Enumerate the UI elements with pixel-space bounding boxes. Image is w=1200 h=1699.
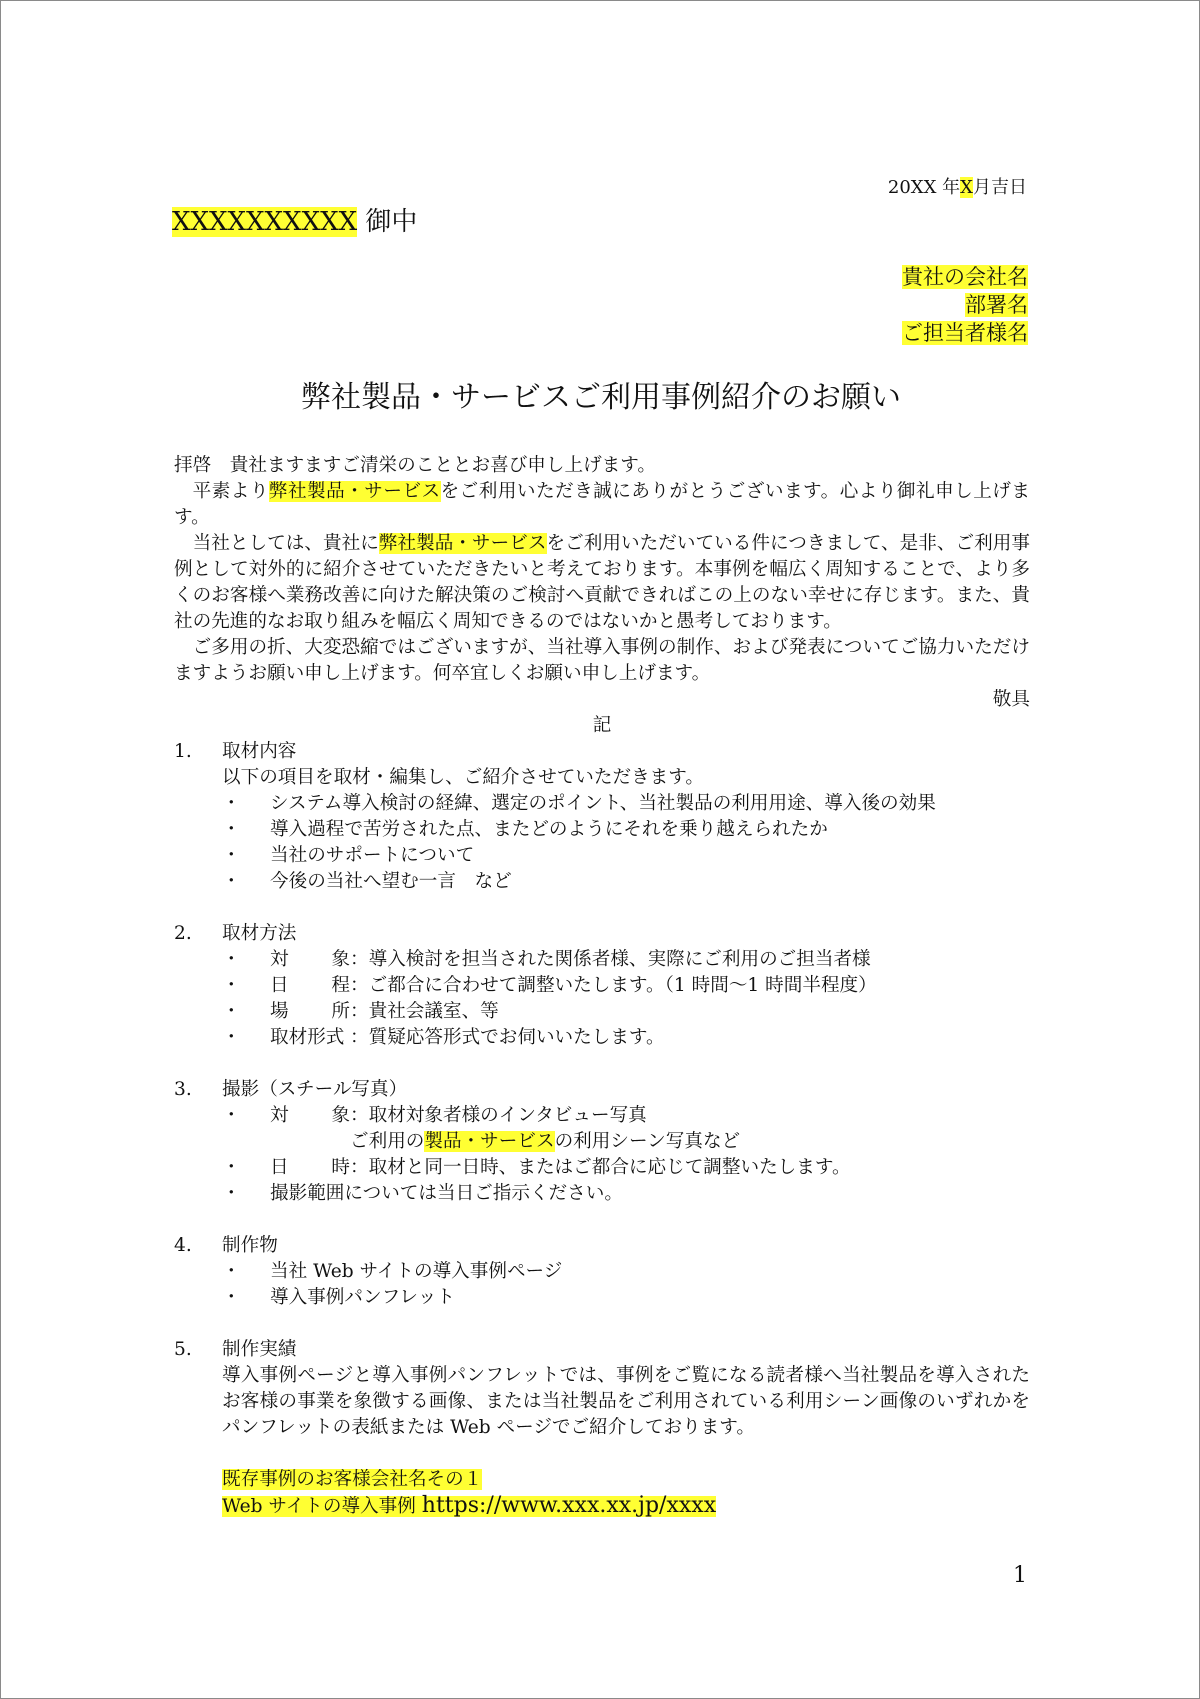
sender-company: 貴社の会社名 — [902, 265, 1028, 289]
greeting: 拝啓 貴社ますますご清栄のこととお喜び申し上げます。 — [174, 455, 656, 476]
page-number: 1 — [1013, 1563, 1027, 1588]
date-line — [888, 173, 1027, 199]
list-item: ・ 当社のサポートについて — [222, 845, 475, 866]
section-number: 2. — [174, 923, 192, 944]
addressee-honorific: 御中 — [365, 207, 418, 237]
section-4 — [174, 1233, 1030, 1311]
list-item: ・ 撮影範囲については当日ご指示ください。 — [222, 1183, 623, 1204]
paragraph-3: ご多用の折、大変恐縮ではございますが、当社導入事例の制作、および発表についてご協力いただけますようお願い申し上げます。何卒宜しくお願い申し上げます。 — [174, 637, 1030, 684]
section-text: 導入事例ページと導入事例パンフレットでは、事例をご覧になる読者様へ当社製品を導入されたお客様の事業を象徴する画像、または当社製品をご利用されている利用シーン画像のいずれかをパンフレットの表紙または Web ページでご紹介しております。 — [222, 1365, 1030, 1438]
reference-block — [174, 1467, 1030, 1520]
section-number: 3. — [174, 1079, 192, 1100]
section-number: 5. — [174, 1339, 192, 1360]
ki-heading: 記 — [592, 715, 612, 736]
sender-block — [902, 263, 1028, 347]
reference-company: 既存事例のお客様会社名その１ — [222, 1469, 483, 1490]
list-item: ・ 今後の当社へ望む一言 など — [222, 871, 512, 892]
date-prefix: 20XX 年 — [887, 177, 961, 198]
list-item-continuation: ご利用の製品・サービスの利用シーン写真など — [350, 1131, 741, 1152]
reference-label: Web サイトの導入事例 — [222, 1496, 416, 1517]
paragraph-1: 平素より弊社製品・サービスをご利用いただき誠にありがとうございます。心より御礼申し上げます。 — [174, 481, 1030, 528]
section-3 — [174, 1077, 1030, 1207]
document-title: 弊社製品・サービスご利用事例紹介のお願い — [301, 380, 901, 415]
section-number: 4. — [174, 1235, 192, 1256]
list-item: ・ 場 所 ：貴社会議室、等 — [222, 1001, 499, 1022]
addressee — [172, 201, 417, 238]
section-title: 撮影（スチール写真） — [222, 1079, 408, 1100]
list-item: ・ 導入過程で苦労された点、またどのようにそれを乗り越えられたか — [222, 819, 828, 840]
section-title: 制作実績 — [222, 1339, 297, 1360]
date-suffix: 月吉日 — [973, 177, 1027, 198]
list-item: ・ 日 程 ：ご都合に合わせて調整いたします。（1 時間～1 時間半程度） — [222, 975, 877, 996]
paragraph-2: 当社としては、貴社に弊社製品・サービスをご利用いただいている件につきまして、是非、ご利用事例として対外的に紹介させていただきたいと考えております。本事例を幅広く周知することで、より多くのお客様へ業務改善に向けた解決策のご検討へ貢献できればこの上のない幸せに存じます。また、貴社の先進的なお取り組みを幅広く周知できるのではないかと愚考しております。 — [174, 533, 1030, 632]
product-highlight: 製品・サービス — [424, 1131, 555, 1152]
reference-url[interactable]: https://www.xxx.xx.jp/xxxx — [421, 1493, 717, 1518]
addressee-name: XXXXXXXXXX — [172, 207, 358, 237]
sender-person: ご担当者様名 — [902, 321, 1028, 345]
list-item: ・ 取材形式 ：質疑応答形式でお伺いいたします。 — [222, 1027, 665, 1048]
section-intro: 以下の項目を取材・編集し、ご紹介させていただきます。 — [222, 767, 704, 788]
product-highlight: 弊社製品・サービス — [378, 533, 547, 554]
sender-department: 部署名 — [965, 293, 1028, 317]
list-item: ・ システム導入検討の経緯、選定のポイント、当社製品の利用用途、導入後の効果 — [222, 793, 936, 814]
section-title: 取材方法 — [222, 923, 297, 944]
section-title: 制作物 — [222, 1235, 278, 1256]
list-item: ・ 対 象 ：導入検討を担当された関係者様、実際にご利用のご担当者様 — [222, 949, 871, 970]
product-highlight: 弊社製品・サービス — [268, 481, 441, 502]
section-1 — [174, 739, 1030, 895]
list-item: ・ 対 象 ：取材対象者様のインタビュー写真 — [222, 1105, 647, 1126]
list-item: ・ 導入事例パンフレット — [222, 1287, 456, 1308]
section-5 — [174, 1337, 1030, 1441]
list-item: ・ 日 時 ：取材と同一日時、またはご都合に応じて調整いたします。 — [222, 1157, 851, 1178]
closing: 敬具 — [992, 689, 1030, 710]
date-month: X — [960, 177, 973, 198]
section-2 — [174, 921, 1030, 1051]
section-number: 1. — [174, 741, 192, 762]
section-title: 取材内容 — [222, 741, 297, 762]
list-item: ・ 当社 Web サイトの導入事例ページ — [222, 1261, 563, 1282]
letter-body — [174, 453, 1030, 1520]
